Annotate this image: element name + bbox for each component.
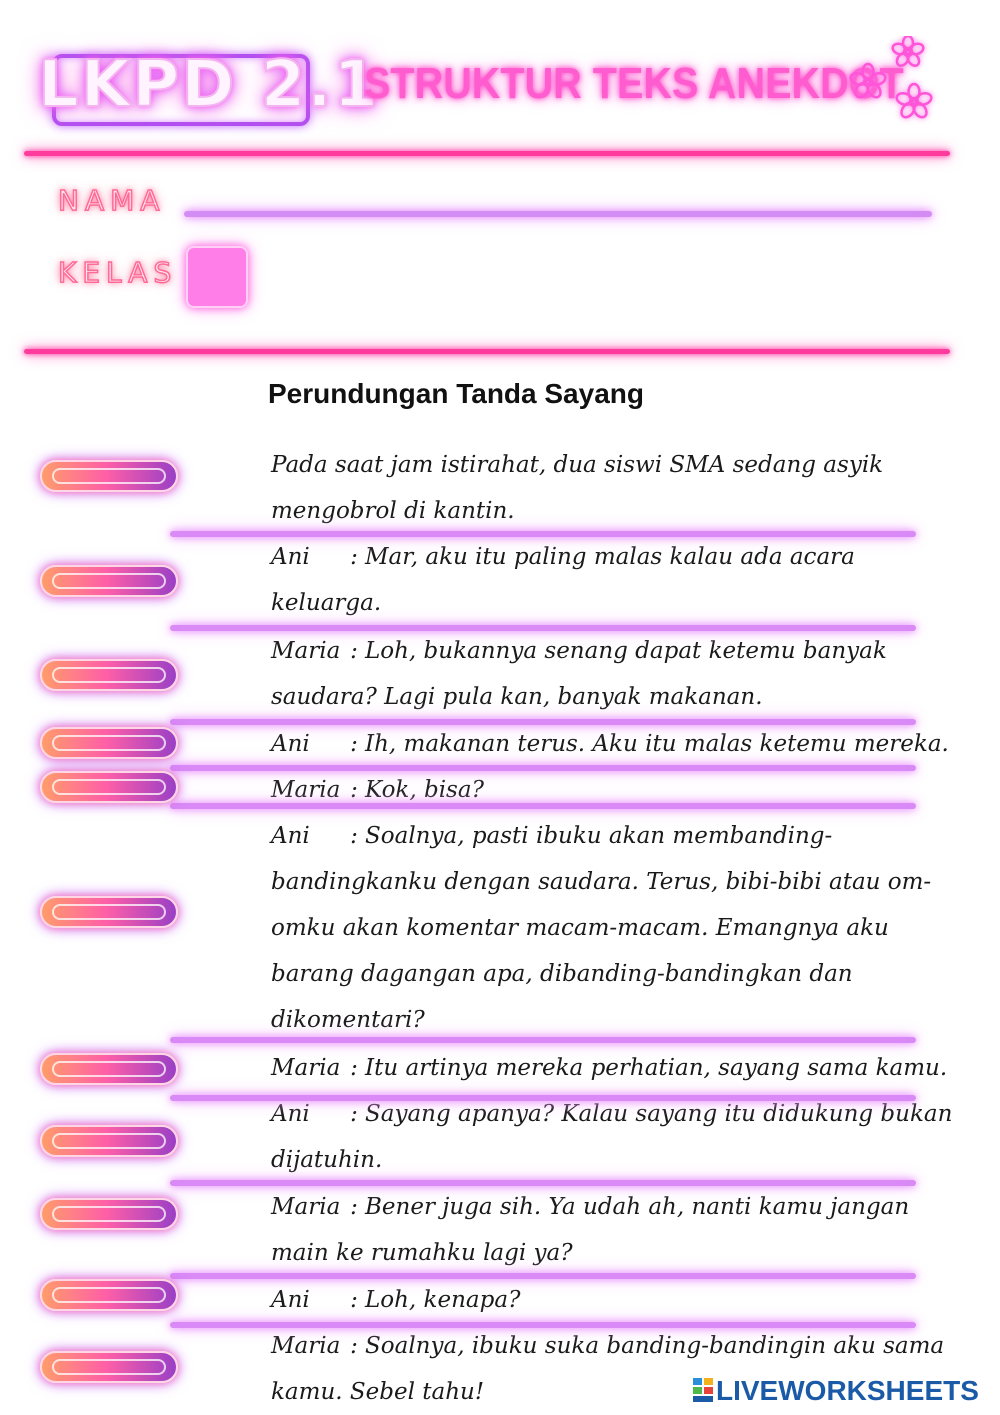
- speaker-separator: :: [350, 777, 358, 803]
- name-input[interactable]: [184, 211, 932, 217]
- section-underline: [170, 1037, 916, 1043]
- flower-icon: [842, 36, 946, 132]
- story-line: dikomentari?: [271, 1007, 425, 1033]
- speaker-separator: :: [350, 1287, 358, 1313]
- speaker-name: Maria: [271, 638, 341, 664]
- speaker-separator: :: [350, 731, 358, 757]
- header-divider: [24, 151, 950, 156]
- class-label: KELAS: [58, 256, 178, 289]
- structure-answer-box[interactable]: [40, 565, 178, 597]
- name-label: NAMA: [58, 184, 166, 217]
- section-underline: [170, 1095, 916, 1101]
- structure-answer-box[interactable]: [40, 896, 178, 928]
- story-line: barang dagangan apa, dibanding-bandingkan dan: [271, 961, 853, 987]
- class-input[interactable]: [186, 246, 248, 308]
- dialogue-line: Maria : Kok, bisa?: [271, 767, 484, 813]
- structure-answer-box[interactable]: [40, 727, 178, 759]
- speaker-separator: :: [350, 1194, 358, 1220]
- speaker-name: Ani: [271, 823, 310, 849]
- story-line: kamu. Sebel tahu!: [271, 1379, 485, 1405]
- section-underline: [170, 625, 916, 631]
- structure-answer-box[interactable]: [40, 659, 178, 691]
- story-title: Perundungan Tanda Sayang: [268, 378, 644, 409]
- structure-answer-box[interactable]: [40, 1351, 178, 1383]
- dialogue-line: Ani : Mar, aku itu paling malas kalau ada acara: [271, 534, 855, 580]
- brand-text: LIVEWORKSHEETS: [716, 1375, 979, 1406]
- speaker-name: Ani: [271, 731, 310, 757]
- speaker-separator: :: [350, 544, 358, 570]
- liveworksheets-brand[interactable]: [692, 1374, 992, 1408]
- structure-answer-box[interactable]: [40, 1279, 178, 1311]
- dialogue-line: Maria : Soalnya, ibuku suka banding-bandingin aku sama: [271, 1323, 944, 1369]
- story-line: omku akan komentar macam-macam. Emangnya aku: [271, 915, 889, 941]
- story-line: saudara? Lagi pula kan, banyak makanan.: [271, 684, 763, 710]
- story-line: Pada saat jam istirahat, dua siswi SMA sedang asyik: [271, 452, 884, 478]
- worksheet-title: STRUKTUR TEKS ANEKDOT: [364, 59, 904, 108]
- story-line: mengobrol di kantin.: [271, 498, 515, 524]
- structure-answer-box[interactable]: [40, 460, 178, 492]
- liveworksheets-logo-icon: [692, 1377, 714, 1403]
- speaker-name: Ani: [271, 1287, 310, 1313]
- speaker-name: Maria: [271, 1055, 341, 1081]
- dialogue-line: Ani : Loh, kenapa?: [271, 1277, 520, 1323]
- speaker-separator: :: [350, 638, 358, 664]
- story-line: main ke rumahku lagi ya?: [271, 1240, 573, 1266]
- worksheet-code: LKPD 2.1: [38, 48, 381, 122]
- speaker-name: Maria: [271, 1194, 341, 1220]
- dialogue-line: Ani : Ih, makanan terus. Aku itu malas ketemu mereka.: [271, 721, 949, 767]
- structure-answer-box[interactable]: [40, 1198, 178, 1230]
- form-divider: [24, 349, 950, 354]
- section-underline: [170, 803, 916, 809]
- section-underline: [170, 1180, 916, 1186]
- dialogue-line: Ani : Sayang apanya? Kalau sayang itu didukung bukan: [271, 1091, 952, 1137]
- speaker-separator: :: [350, 1101, 358, 1127]
- dialogue-line: Ani : Soalnya, pasti ibuku akan membanding-: [271, 813, 832, 859]
- speaker-separator: :: [350, 1055, 358, 1081]
- story-line: keluarga.: [271, 590, 382, 616]
- dialogue-line: Maria : Bener juga sih. Ya udah ah, nanti kamu jangan: [271, 1184, 909, 1230]
- speaker-name: Ani: [271, 1101, 310, 1127]
- speaker-separator: :: [350, 1333, 358, 1359]
- speaker-name: Maria: [271, 1333, 341, 1359]
- story-line: bandingkanku dengan saudara. Terus, bibi-bibi atau om-: [271, 869, 932, 895]
- dialogue-line: Maria : Loh, bukannya senang dapat ketemu banyak: [271, 628, 887, 674]
- structure-answer-box[interactable]: [40, 1125, 178, 1157]
- structure-answer-box[interactable]: [40, 1053, 178, 1085]
- speaker-name: Maria: [271, 777, 341, 803]
- section-underline: [170, 719, 916, 725]
- story-line: dijatuhin.: [271, 1147, 383, 1173]
- section-underline: [170, 765, 916, 771]
- speaker-name: Ani: [271, 544, 310, 570]
- section-underline: [170, 531, 916, 537]
- section-underline: [170, 1322, 916, 1328]
- structure-answer-box[interactable]: [40, 771, 178, 803]
- dialogue-line: Maria : Itu artinya mereka perhatian, sayang sama kamu.: [271, 1045, 947, 1091]
- speaker-separator: :: [350, 823, 358, 849]
- section-underline: [170, 1273, 916, 1279]
